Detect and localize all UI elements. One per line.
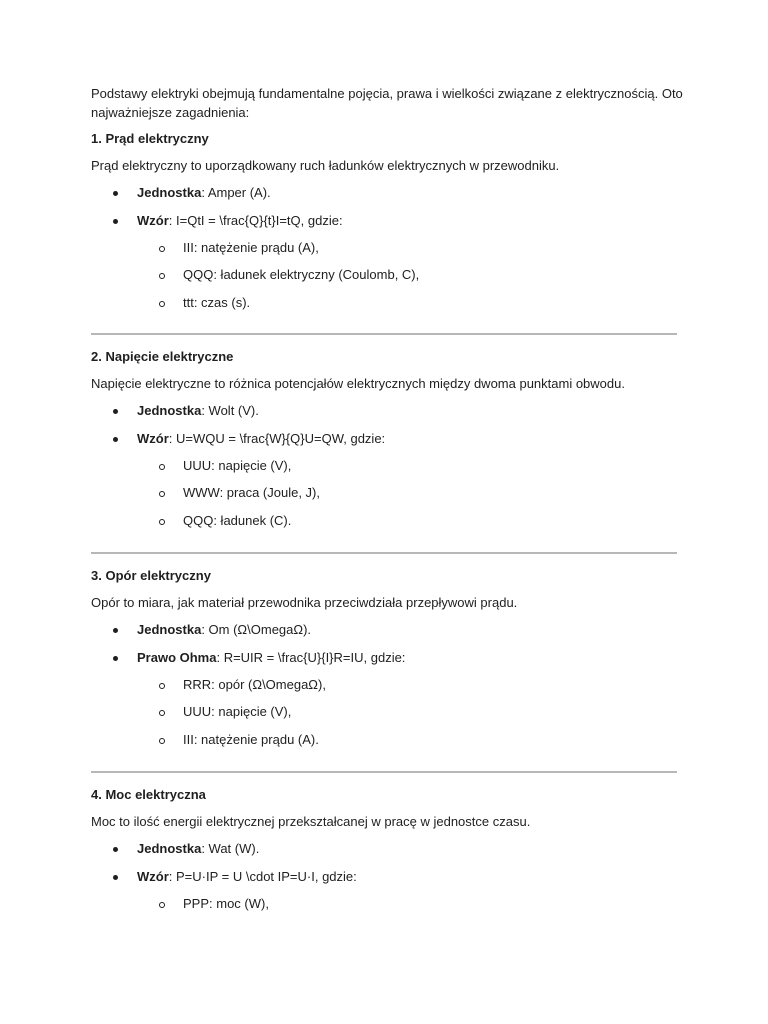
section-description: Moc to ilość energii elektrycznej przekształcanej w pracę w jednostce czasu. <box>91 814 531 829</box>
sub-item-text: ttt: czas (s). <box>183 294 251 310</box>
sub-item-text: QQQ: ładunek elektryczny (Coulomb, C), <box>183 267 420 282</box>
circle-bullet-icon <box>159 683 165 689</box>
bullet-icon <box>113 191 118 196</box>
item-text: : P=U·IP = U \cdot IP=U·I, gdzie: <box>168 868 357 884</box>
item-label: Jednostka <box>137 185 202 200</box>
bullet-list <box>91 621 691 749</box>
list-item <box>91 212 691 312</box>
sub-list-item <box>137 512 691 530</box>
section-description: Opór to miara, jak materiał przewodnika przeciwdziała przepływowi prądu. <box>91 595 518 610</box>
bullet-icon <box>113 628 118 633</box>
section-description: Napięcie elektryczne to różnica potencjałów elektrycznych między dwoma punktami obwodu. <box>91 376 625 391</box>
sub-list-item <box>137 895 691 913</box>
circle-bullet-icon <box>159 738 165 744</box>
item-label: Jednostka <box>137 622 202 637</box>
bullet-icon <box>113 875 118 880</box>
section-heading: 2. Napięcie elektryczne <box>91 349 234 364</box>
sub-list-item <box>137 294 691 312</box>
sub-item-text: RRR: opór (Ω\OmegaΩ), <box>183 676 326 692</box>
intro-paragraph: Podstawy elektryki obejmują fundamentalne pojęcia, prawa i wielkości związane z elektrycznością. Oto najważniejsze zagadnienia: <box>91 86 683 120</box>
item-label: Wzór <box>137 430 169 446</box>
bullet-icon <box>113 437 118 442</box>
circle-bullet-icon <box>159 519 165 525</box>
sub-item-text: UUU: napięcie (V), <box>183 704 292 719</box>
list-item <box>91 621 691 639</box>
sub-list <box>137 676 691 749</box>
sub-list-item <box>137 703 691 721</box>
circle-bullet-icon <box>159 710 165 716</box>
sub-list-item <box>137 457 691 475</box>
bullet-list <box>91 184 691 312</box>
sub-item-text: QQQ: ładunek (C). <box>183 512 292 528</box>
item-label: Prawo Ohma <box>137 649 217 665</box>
bullet-list <box>91 840 691 913</box>
circle-bullet-icon <box>159 301 165 307</box>
bullet-list <box>91 402 691 530</box>
item-label: Wzór <box>137 212 169 228</box>
circle-bullet-icon <box>159 246 165 252</box>
list-item <box>91 649 691 749</box>
section-description: Prąd elektryczny to uporządkowany ruch ładunków elektrycznych w przewodniku. <box>91 158 560 173</box>
sub-list-item <box>137 266 691 284</box>
sub-item-text: PPP: moc (W), <box>183 895 269 911</box>
bullet-icon <box>113 847 118 852</box>
item-text: : Wat (W). <box>201 841 260 856</box>
list-item <box>91 402 691 420</box>
item-text: : Amper (A). <box>201 185 271 200</box>
list-item <box>91 430 691 530</box>
item-text: : U=WQU = \frac{W}{Q}U=QW, gdzie: <box>168 430 386 446</box>
section-heading: 3. Opór elektryczny <box>91 568 211 583</box>
circle-bullet-icon <box>159 273 165 279</box>
section-power <box>91 786 691 922</box>
bullet-icon <box>113 656 118 661</box>
item-text: : Wolt (V). <box>201 403 259 418</box>
bullet-icon <box>113 219 118 224</box>
sub-list <box>137 895 691 913</box>
item-label: Wzór <box>137 868 169 884</box>
horizontal-divider <box>91 771 677 773</box>
section-heading: 1. Prąd elektryczny <box>91 131 209 146</box>
item-label: Jednostka <box>137 403 202 418</box>
sub-list-item <box>137 484 691 502</box>
circle-bullet-icon <box>159 464 165 470</box>
sub-item-text: UUU: napięcie (V), <box>183 457 292 473</box>
list-item <box>91 868 691 913</box>
list-item <box>91 840 691 858</box>
sub-list-item <box>137 731 691 749</box>
sub-item-text: III: natężenie prądu (A). <box>183 731 319 747</box>
section-current <box>91 130 691 321</box>
circle-bullet-icon <box>159 902 165 908</box>
horizontal-divider <box>91 552 677 554</box>
section-voltage <box>91 348 691 539</box>
sub-list-item <box>137 676 691 694</box>
sub-list <box>137 457 691 530</box>
section-heading: 4. Moc elektryczna <box>91 787 206 802</box>
sub-item-text: III: natężenie prądu (A), <box>183 239 319 255</box>
circle-bullet-icon <box>159 491 165 497</box>
list-item <box>91 184 691 202</box>
item-text: : R=UIR = \frac{U}{I}R=IU, gdzie: <box>216 649 406 665</box>
sub-item-text: WWW: praca (Joule, J), <box>183 485 321 500</box>
item-text: : Om (Ω\OmegaΩ). <box>201 622 312 637</box>
item-label: Jednostka <box>137 841 202 856</box>
sub-list <box>137 239 691 312</box>
horizontal-divider <box>91 333 677 335</box>
section-resistance <box>91 567 691 758</box>
item-text: : I=QtI = \frac{Q}{t}I=tQ, gdzie: <box>168 212 343 228</box>
bullet-icon <box>113 409 118 414</box>
sub-list-item <box>137 239 691 257</box>
